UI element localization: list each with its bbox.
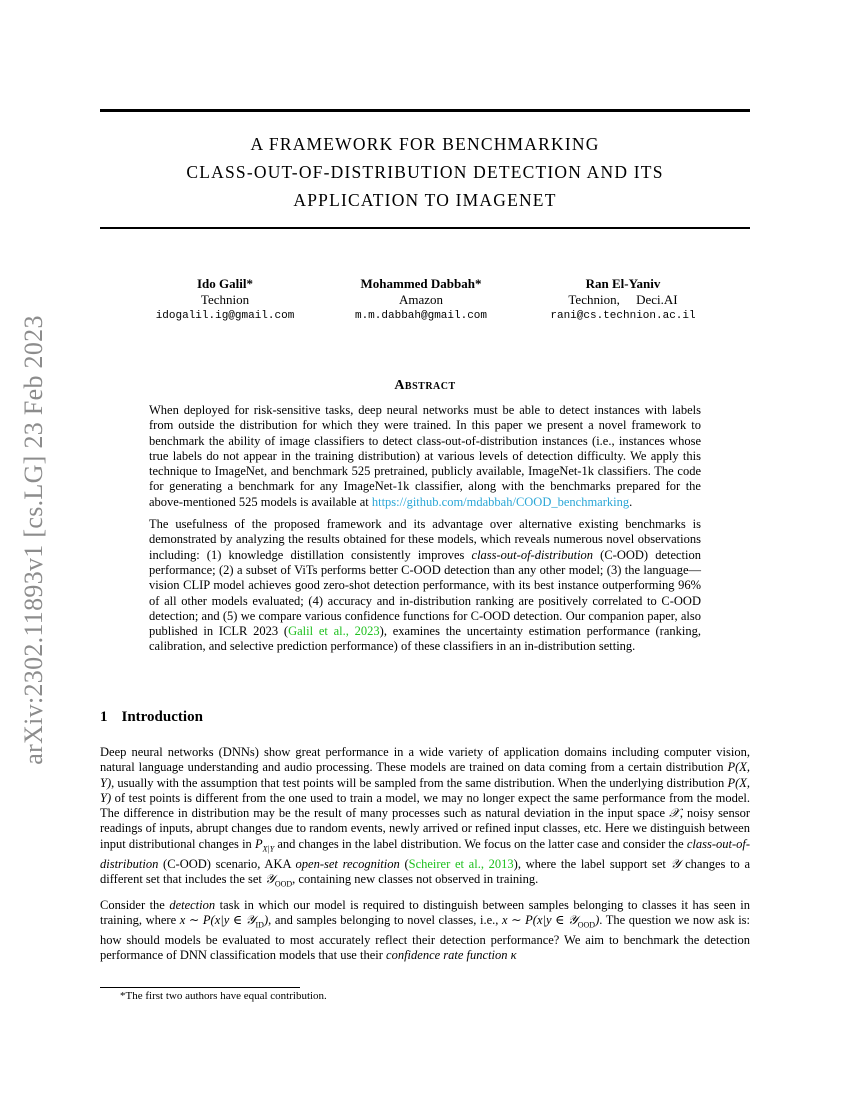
title-top-rule — [100, 109, 750, 112]
author-name: Ido Galil* — [197, 276, 253, 291]
abstract-body — [149, 403, 701, 662]
arxiv-stamp — [2, 293, 66, 787]
author-email[interactable]: idogalil.ig@gmail.com — [155, 310, 295, 322]
intro-paragraph-1: Deep neural networks (DNNs) show great performance in a wide variety of application domains including computer vision, natural language understanding and audio processing. These models are trained on data coming from a certain distribution P(X, Y), usually with the assumption that test points will be sampled from the same distribution. When the underlying distribution P(X, Y) of test points is different from the one used to train a model, we may no longer expect the same performance from the model. The difference in distribution may be the result of many processes such as natural deviation in the input space 𝒳, noisy sensor readings of inputs, abrupt changes due to random events, newly arrived or refined input classes, etc. Here we distinguish between input distributional changes in $P_{X|Y}$ and changes in the label distribution. We focus on the latter case and consider the class-out-of-distribution (C-OOD) scenario, AKA open-set recognition (Scheirer et al., 2013), where the label support set 𝒴 changes to a different set that includes the set 𝒴$_{OOD}$, containing new classes not observed in training. — [100, 745, 751, 889]
author-affiliation: Amazon — [398, 292, 444, 307]
author-email[interactable]: rani@cs.technion.ac.il — [550, 310, 696, 322]
github-link[interactable]: https://github.com/mdabbah/COOD_benchmarking — [371, 494, 630, 509]
footnote-rule — [100, 987, 300, 988]
section-title: Introduction — [121, 709, 203, 725]
author-email[interactable]: m.m.dabbah@gmail.com — [354, 310, 488, 322]
intro-paragraph-2: Consider the detection task in which our model is required to distinguish between samples belonging to classes it has seen in training, where x ∼ P(x|y ∈ 𝒴$_{ID}$), and samples belonging to novel classes, i.e., x ∼ P(x|y ∈ 𝒴$_{OOD}$). The question we now ask is: how should models be evaluated to most accurately reflect their detection performance? We aim to benchmark the detection performance of DNN classification models that use their confidence rate function κ — [100, 897, 751, 963]
paper-title — [100, 130, 750, 214]
author-3 — [518, 276, 728, 324]
citation-scheirer[interactable]: Scheirer et al., 2013 — [408, 856, 514, 871]
title-line-1: A FRAMEWORK FOR BENCHMARKING — [250, 134, 600, 154]
citation-galil[interactable]: Galil et al., 2023 — [288, 624, 380, 639]
title-line-3: APPLICATION TO IMAGENET — [293, 190, 557, 210]
author-1 — [120, 276, 330, 324]
section-heading-introduction — [100, 709, 203, 726]
title-line-2: CLASS-OUT-OF-DISTRIBUTION DETECTION AND ITS — [186, 162, 664, 182]
abstract-paragraph-2: The usefulness of the proposed framework and its advantage over alternative existing benchmarks is demonstrated by analyzing the results obtained for these models, which reveals numerous novel observations including: (1) knowledge distillation consistently improves class-out-of-distribution (C-OOD) detection performance; (2) a subset of ViTs performs better C-OOD detection than any other model; (3) the language—vision CLIP model achieves good zero-shot detection performance, with its best instance outperforming 96% of all other models evaluated; (4) accuracy and in-distribution ranking are positively correlated to C-OOD detection; and (5) we compare various confidence functions for C-OOD detection. Our companion paper, also published in ICLR 2023 (Galil et al., 2023), examines the uncertainty estimation performance (ranking, calibration, and selective prediction performance) of these classifiers in an in-distribution setting. — [149, 517, 702, 654]
abstract-heading: Abstract — [394, 378, 456, 393]
author-affiliation: Technion, Deci.AI — [568, 292, 678, 307]
author-2 — [316, 276, 526, 324]
author-affiliation: Technion — [200, 292, 250, 307]
abstract-paragraph-1: When deployed for risk-sensitive tasks, deep neural networks must be able to detect instances with labels from outside the distribution for which they were trained. In this paper we present a novel framework to benchmark the ability of image classifiers to detect class-out-of-distribution instances (i.e., instances whose true labels do not appear in the training distribution) at various levels of detection difficulty. We apply this technique to ImageNet, and benchmark 525 pretrained, publicly available, ImageNet-1k classifiers. The code for generating a benchmark for any ImageNet-1k classifier, along with the benchmarks prepared for the above-mentioned 525 models is available at https://github.com/mdabbah/COOD_benchmarking. — [149, 403, 701, 509]
arxiv-stamp-text: arXiv:2302.11893v1 [cs.LG] 23 Feb 2023 — [19, 315, 48, 765]
author-name: Ran El-Yaniv — [585, 276, 661, 291]
section-number: 1 — [100, 709, 108, 725]
author-name: Mohammed Dabbah* — [360, 276, 482, 291]
introduction-body — [100, 745, 750, 969]
footnote: *The first two authors have equal contribution. — [120, 990, 327, 1002]
title-bottom-rule — [100, 227, 750, 229]
